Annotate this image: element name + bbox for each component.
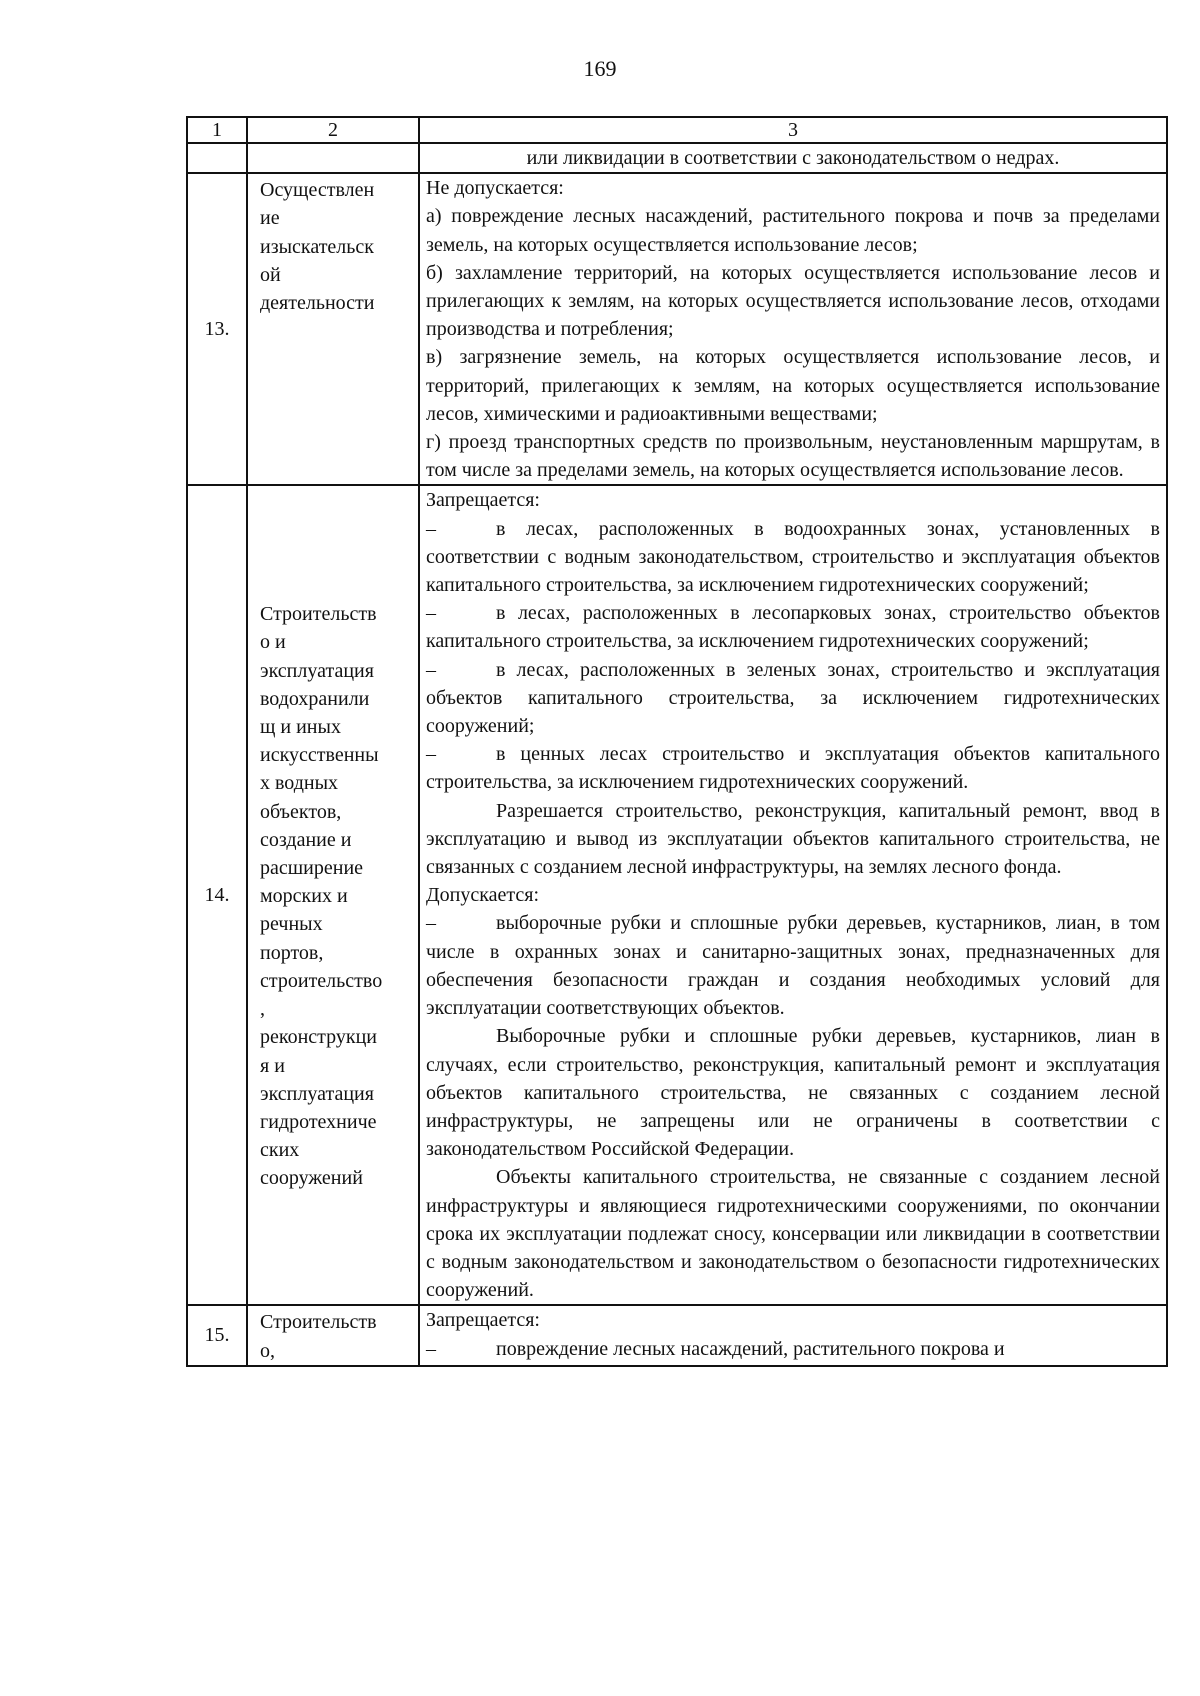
row-13-name-line: изыскательск — [260, 235, 375, 258]
row-15-name-line: Строительств — [260, 1311, 377, 1334]
row-14-number: 14. — [187, 485, 247, 1305]
row-14-requirements — [419, 485, 1167, 1305]
header-col-3: 3 — [419, 117, 1167, 143]
row-13-name-line: деятельности — [260, 292, 375, 315]
row-13-item-a: а) повреждение лесных насаждений, растительного покрова и почв за пределами земель, на которых осуществляется использование лесов; — [426, 205, 1160, 256]
row-14-name-line: х водных — [260, 772, 339, 795]
row-14-name-line: водохранили — [260, 687, 370, 710]
continuation-number-cell — [187, 143, 247, 173]
row-14-name-line: Строительств — [260, 603, 377, 626]
row-14-name-line: гидротехниче — [260, 1110, 377, 1133]
row-14-prohibited-item-text: в ценных лесах строительство и эксплуатация объектов капитального строительства, за исключением гидротехнических сооружений. — [426, 743, 1160, 794]
row-13-name-line: Осуществлен — [260, 179, 375, 202]
row-14-name-line: я и — [260, 1054, 285, 1077]
row-14-prohibited-item-text: в лесах, расположенных в водоохранных зонах, установленных в соответствии с водным законодательством, строительство и эксплуатация объектов капитального строительства, за исключением гидротехнических сооружений; — [426, 517, 1160, 597]
row-14-name-line: строительство — [260, 969, 383, 992]
dash-marker: – — [426, 602, 436, 625]
regulations-table — [186, 116, 1168, 1367]
row-15-activity-name — [247, 1305, 419, 1365]
row-14-allowed-item-text: выборочные рубки и сплошные рубки деревьев, кустарников, лиан, в том числе в охранных зонах и санитарно-защитных зонах, предназначенных для обеспечения безопасности граждан и создания необходимых условий для эксплуатации соответствующих объектов. — [426, 912, 1160, 1020]
row-14-name-line: щ и иных — [260, 716, 341, 739]
continuation-text: или ликвидации в соответствии с законодательством о недрах. — [419, 143, 1167, 173]
row-14-prohibited-item-text: в лесах, расположенных в зеленых зонах, строительство и эксплуатация объектов капитального строительства, за исключением гидротехнических сооружений; — [426, 658, 1160, 738]
row-14-name-line: реконструкци — [260, 1026, 378, 1049]
row-14-prohibited-item-text: в лесах, расположенных в лесопарковых зонах, строительство объектов капитального строительства, за исключением гидротехнических сооружений; — [426, 602, 1160, 653]
row-14-name-line: портов, — [260, 941, 324, 964]
row-13-item-b: б) захламление территорий, на которых осуществляется использование лесов и прилегающих к землям, на которых осуществляется использование лесов, отходами производства и потребления; — [426, 261, 1160, 341]
row-15-item — [426, 1335, 1160, 1363]
row-14-prohibited-heading: Запрещается: — [426, 489, 540, 512]
row-14-paragraph-3: Объекты капитального строительства, не связанные с созданием лесной инфраструктуры и являющиеся гидротехническими сооружениями, по окончании срока их эксплуатации подлежат сносу, консервации или ликвидации в соответствии с водным законодательством и законодательством о безопасности гидротехнических сооружений. — [426, 1166, 1160, 1302]
row-14-name-line: ских — [260, 1139, 300, 1162]
row-15-number: 15. — [187, 1305, 247, 1365]
header-col-1: 1 — [187, 117, 247, 143]
row-13-name-line: ие — [260, 207, 280, 230]
row-13-number: 13. — [187, 173, 247, 485]
row-14-prohibited-item — [426, 515, 1160, 600]
row-13-requirements — [419, 173, 1167, 485]
row-14-permitted-paragraph: Разрешается строительство, реконструкция, капитальный ремонт, ввод в эксплуатацию и вывод из эксплуатации объектов капитального строительства, не связанных с созданием лесной инфраструктуры, на землях лесного фонда. — [426, 799, 1160, 879]
continuation-name-cell — [247, 143, 419, 173]
dash-marker: – — [426, 912, 436, 935]
page-number: 169 — [583, 56, 617, 81]
row-13-name-line: ой — [260, 263, 281, 286]
row-14-name-line: создание и — [260, 828, 352, 851]
row-14-name-line: о и — [260, 631, 286, 654]
row-14-paragraph-2: Выборочные рубки и сплошные рубки деревьев, кустарников, лиан в случаях, если строительство, реконструкция, капитальный ремонт и эксплуатация объектов капитального строительства, не связанных с созданием лесной инфраструктуры, не запрещены или не ограничены в соответствии с законодательством Российской Федерации. — [426, 1025, 1160, 1161]
row-13-item-d: г) проезд транспортных средств по произвольным, неустановленным маршрутам, в том числе за пределами земель, на которых осуществляется использование лесов. — [426, 431, 1160, 482]
table-header-row — [187, 117, 1167, 143]
row-14-name-line: сооружений — [260, 1167, 363, 1190]
table-row-13 — [187, 173, 1167, 485]
row-13-heading: Не допускается: — [426, 177, 564, 200]
table-row-14 — [187, 485, 1167, 1305]
row-14-name-line: объектов, — [260, 800, 342, 823]
dash-marker: – — [426, 658, 436, 681]
row-14-name-line: , — [260, 998, 265, 1021]
row-14-activity-name — [247, 485, 419, 1305]
row-15-item-text: повреждение лесных насаждений, растительного покрова и — [496, 1337, 1005, 1360]
row-14-allowed-heading: Допускается: — [426, 884, 540, 907]
row-14-prohibited-item — [426, 599, 1160, 655]
row-14-name-line: речных — [260, 913, 323, 936]
row-14-name-line: эксплуатация — [260, 1082, 374, 1105]
row-14-name-line: искусственны — [260, 744, 379, 767]
row-14-name-line: эксплуатация — [260, 659, 374, 682]
row-13-item-c: в) загрязнение земель, на которых осуществляется использование лесов, и территорий, прилегающих к землям, на которых осуществляется использование лесов, химическими и радиоактивными веществами; — [426, 346, 1160, 425]
dash-marker: – — [426, 1337, 436, 1360]
row-14-prohibited-item — [426, 740, 1160, 796]
table-row-15 — [187, 1305, 1167, 1365]
dash-marker: – — [426, 743, 436, 766]
dash-marker: – — [426, 517, 436, 540]
row-14-name-line: морских и — [260, 885, 348, 908]
row-14-name-line: расширение — [260, 857, 364, 880]
row-15-heading: Запрещается: — [426, 1309, 540, 1332]
continuation-row — [187, 143, 1167, 173]
row-15-name-line: о, — [260, 1339, 275, 1362]
header-col-2: 2 — [247, 117, 419, 143]
row-14-allowed-item — [426, 909, 1160, 1022]
row-14-prohibited-item — [426, 656, 1160, 741]
row-15-requirements — [419, 1305, 1167, 1365]
row-13-activity-name — [247, 173, 419, 485]
